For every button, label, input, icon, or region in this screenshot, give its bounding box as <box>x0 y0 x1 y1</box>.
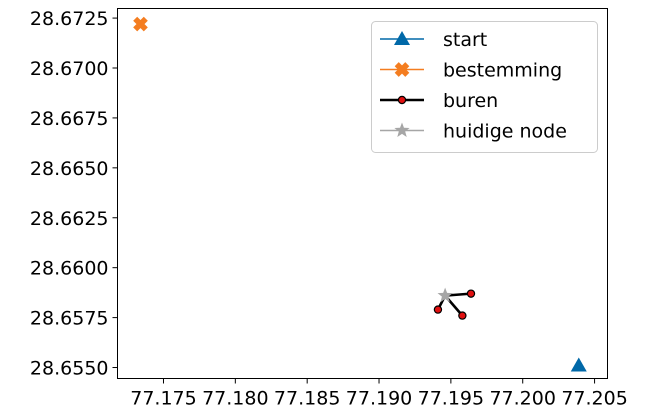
y-tick-label: 28.6550 <box>29 357 109 380</box>
legend-label-bestemming: bestemming <box>443 59 563 82</box>
legend-marker-buren <box>398 96 405 103</box>
buren-point-2 <box>434 306 441 313</box>
buren-point-1 <box>467 290 474 297</box>
y-axis <box>30 8 118 379</box>
bestemming-point <box>130 13 151 34</box>
x-axis <box>130 379 628 410</box>
start-point <box>571 358 587 372</box>
x-tick-label: 77.175 <box>130 387 197 410</box>
legend-label-buren: buren <box>443 90 499 112</box>
legend-label-start: start <box>443 29 488 51</box>
y-tick-label: 28.6575 <box>29 307 109 330</box>
y-tick-label: 28.6625 <box>29 207 109 230</box>
y-tick-label: 28.6600 <box>29 257 109 280</box>
y-tick-label: 28.6725 <box>29 8 109 31</box>
y-tick-label: 28.6650 <box>29 157 109 180</box>
legend-label-huidige-node: huidige node <box>443 120 567 143</box>
x-tick-label: 77.195 <box>417 387 485 410</box>
legend <box>372 22 598 153</box>
x-tick-label: 77.185 <box>273 387 341 410</box>
y-tick-label: 28.6675 <box>29 107 109 130</box>
y-tick-label: 28.6700 <box>29 58 109 81</box>
x-tick-label: 77.190 <box>345 387 413 410</box>
x-tick-label: 77.205 <box>561 387 628 410</box>
x-tick-label: 77.180 <box>202 387 269 410</box>
buren-point-3 <box>459 312 466 319</box>
x-tick-label: 77.200 <box>489 387 556 410</box>
